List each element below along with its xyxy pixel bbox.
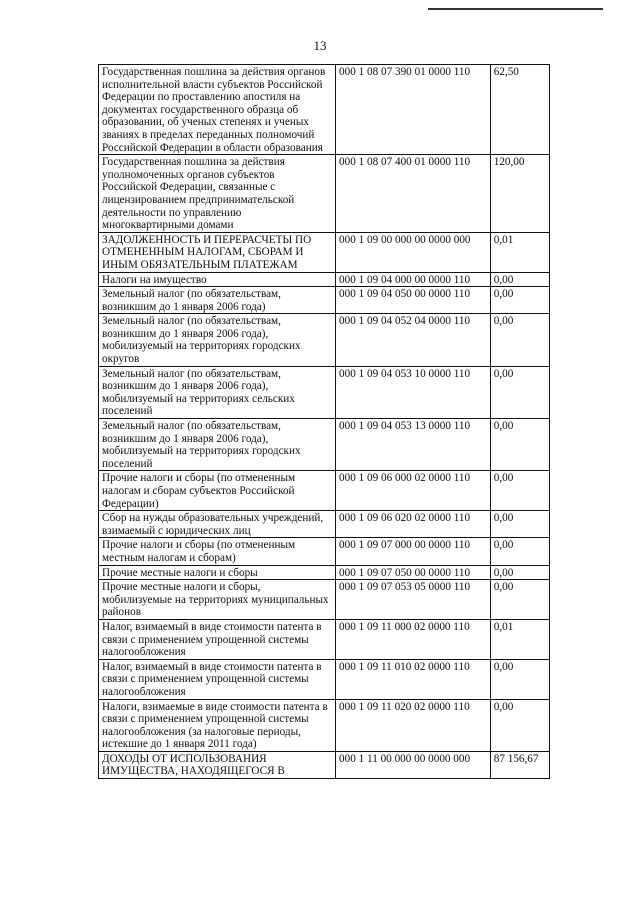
row-name: Прочие налоги и сборы (по отмененным налогам и сборам субъектов Российской Федерации) bbox=[99, 471, 336, 511]
table-row bbox=[99, 699, 550, 751]
row-amount: 0,00 bbox=[490, 511, 549, 538]
table-row bbox=[99, 511, 550, 538]
table-row bbox=[99, 232, 550, 272]
row-name: Земельный налог (по обязательствам, возникшим до 1 января 2006 года), мобилизуемый на территориях городских поселений bbox=[99, 419, 336, 471]
table-row bbox=[99, 366, 550, 418]
table-row bbox=[99, 751, 550, 778]
table-row bbox=[99, 314, 550, 366]
row-amount: 0,00 bbox=[490, 314, 549, 366]
budget-table bbox=[98, 64, 550, 779]
row-amount: 0,00 bbox=[490, 287, 549, 314]
table-row bbox=[99, 287, 550, 314]
row-code: 000 1 09 04 052 04 0000 110 bbox=[336, 314, 491, 366]
row-name: Налоги, взимаемые в виде стоимости патента в связи с применением упрощенной системы налогообложения (за налоговые периоды, истекшие до 1 января 2011 года) bbox=[99, 699, 336, 751]
row-amount: 0,00 bbox=[490, 580, 549, 620]
row-code: 000 1 08 07 400 01 0000 110 bbox=[336, 155, 491, 233]
row-amount: 120,00 bbox=[490, 155, 549, 233]
row-code: 000 1 08 07 390 01 0000 110 bbox=[336, 65, 491, 155]
row-code: 000 1 11 00 000 00 0000 000 bbox=[336, 751, 491, 778]
row-amount: 0,00 bbox=[490, 419, 549, 471]
row-name: Земельный налог (по обязательствам, возникшим до 1 января 2006 года) bbox=[99, 287, 336, 314]
table-row bbox=[99, 580, 550, 620]
row-code: 000 1 09 00 000 00 0000 000 bbox=[336, 232, 491, 272]
row-amount: 0,01 bbox=[490, 232, 549, 272]
row-code: 000 1 09 06 020 02 0000 110 bbox=[336, 511, 491, 538]
row-name: Земельный налог (по обязательствам, возникшим до 1 января 2006 года), мобилизуемый на территориях городских округов bbox=[99, 314, 336, 366]
row-code: 000 1 09 07 050 00 0000 110 bbox=[336, 565, 491, 580]
table-row bbox=[99, 471, 550, 511]
row-name: Прочие местные налоги и сборы bbox=[99, 565, 336, 580]
row-name: Прочие налоги и сборы (по отмененным местным налогам и сборам) bbox=[99, 538, 336, 565]
table-row bbox=[99, 538, 550, 565]
row-code: 000 1 09 07 053 05 0000 110 bbox=[336, 580, 491, 620]
row-code: 000 1 09 11 010 02 0000 110 bbox=[336, 659, 491, 699]
table-row bbox=[99, 565, 550, 580]
row-amount: 87 156,67 bbox=[490, 751, 549, 778]
row-amount: 0,01 bbox=[490, 619, 549, 659]
row-amount: 0,00 bbox=[490, 565, 549, 580]
row-amount: 0,00 bbox=[490, 366, 549, 418]
row-amount: 0,00 bbox=[490, 272, 549, 287]
row-name: Земельный налог (по обязательствам, возникшим до 1 января 2006 года), мобилизуемый на территориях сельских поселений bbox=[99, 366, 336, 418]
row-name: Прочие местные налоги и сборы, мобилизуемые на территориях муниципальных районов bbox=[99, 580, 336, 620]
row-code: 000 1 09 04 053 13 0000 110 bbox=[336, 419, 491, 471]
table-row bbox=[99, 272, 550, 287]
table-row bbox=[99, 419, 550, 471]
row-name: ЗАДОЛЖЕННОСТЬ И ПЕРЕРАСЧЕТЫ ПО ОТМЕНЕННЫМ НАЛОГАМ, СБОРАМ И ИНЫМ ОБЯЗАТЕЛЬНЫМ ПЛАТЕЖАМ bbox=[99, 232, 336, 272]
row-code: 000 1 09 07 000 00 0000 110 bbox=[336, 538, 491, 565]
row-amount: 0,00 bbox=[490, 538, 549, 565]
row-code: 000 1 09 11 000 02 0000 110 bbox=[336, 619, 491, 659]
table-row bbox=[99, 65, 550, 155]
row-name: Сбор на нужды образовательных учреждений, взимаемый с юридических лиц bbox=[99, 511, 336, 538]
top-rule bbox=[428, 8, 603, 10]
row-amount: 0,00 bbox=[490, 699, 549, 751]
page-number: 13 bbox=[313, 38, 327, 53]
row-name: Государственная пошлина за действия органов исполнительной власти субъектов Российской Федерации по проставлению апостиля на документах государственного образца об образовании, об ученых степенях и ученых званиях в пределах переданных полномочий Российской Федерации в области образования bbox=[99, 65, 336, 155]
row-code: 000 1 09 06 000 02 0000 110 bbox=[336, 471, 491, 511]
row-name: Государственная пошлина за действия уполномоченных органов субъектов Российской Федерации, связанные с лицензированием предпринимательской деятельности по управлению многоквартирными домами bbox=[99, 155, 336, 233]
row-name: Налог, взимаемый в виде стоимости патента в связи с применением упрощенной системы налогообложения bbox=[99, 659, 336, 699]
row-amount: 0,00 bbox=[490, 659, 549, 699]
table-row bbox=[99, 659, 550, 699]
row-code: 000 1 09 04 000 00 0000 110 bbox=[336, 272, 491, 287]
row-name: Налоги на имущество bbox=[99, 272, 336, 287]
table-row bbox=[99, 619, 550, 659]
row-amount: 0,00 bbox=[490, 471, 549, 511]
table-row bbox=[99, 155, 550, 233]
row-amount: 62,50 bbox=[490, 65, 549, 155]
row-code: 000 1 09 04 050 00 0000 110 bbox=[336, 287, 491, 314]
row-name: ДОХОДЫ ОТ ИСПОЛЬЗОВАНИЯ ИМУЩЕСТВА, НАХОДЯЩЕГОСЯ В bbox=[99, 751, 336, 778]
row-code: 000 1 09 11 020 02 0000 110 bbox=[336, 699, 491, 751]
row-name: Налог, взимаемый в виде стоимости патента в связи с применением упрощенной системы налогообложения bbox=[99, 619, 336, 659]
row-code: 000 1 09 04 053 10 0000 110 bbox=[336, 366, 491, 418]
